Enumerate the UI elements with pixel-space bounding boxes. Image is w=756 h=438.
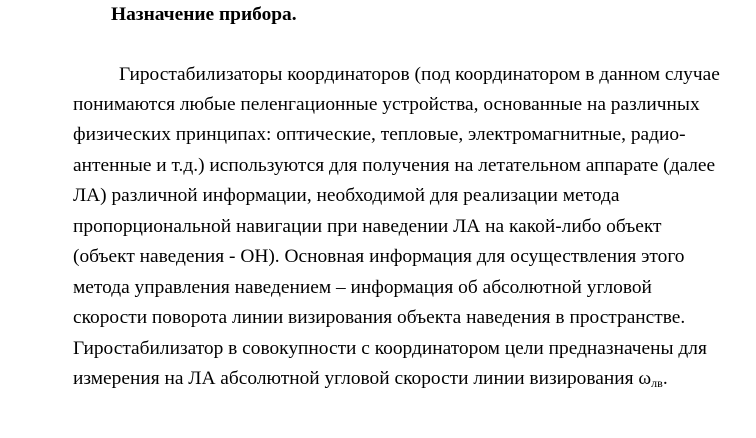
paragraph-line: Гиростабилизатор в совокупности с координатором цели предназначены для	[73, 338, 707, 359]
omega-subscript: лв	[651, 376, 663, 390]
section-heading: Назначение прибора.	[111, 4, 297, 25]
omega-symbol: ω	[638, 368, 652, 389]
sentence-end: .	[662, 368, 668, 389]
paragraph-line-last	[73, 368, 668, 394]
paragraph-line: Гиростабилизаторы координаторов (под координатором в данном случае	[119, 64, 720, 85]
paragraph-line: понимаются любые пеленгационные устройства, основанные на различных	[73, 94, 700, 115]
paragraph-line: скорости поворота линии визирования объекта наведения в пространстве.	[73, 307, 686, 328]
paragraph-line: антенные и т.д.) используются для получения на летательном аппарате (далее	[73, 155, 716, 176]
paragraph-line-text: измерения на ЛА абсолютной угловой скорости линии визирования	[73, 368, 639, 389]
paragraph-line: (объект наведения - ОН). Основная информация для осуществления этого	[73, 246, 685, 267]
paragraph-line: пропорциональной навигации при наведении ЛА на какой-либо объект	[73, 216, 662, 237]
paragraph-line: физических принципах: оптические, тепловые, электромагнитные, радио-	[73, 124, 686, 145]
paragraph-line: метода управления наведением – информация об абсолютной угловой	[73, 277, 652, 298]
paragraph-line: ЛА) различной информации, необходимой для реализации метода	[73, 185, 620, 206]
